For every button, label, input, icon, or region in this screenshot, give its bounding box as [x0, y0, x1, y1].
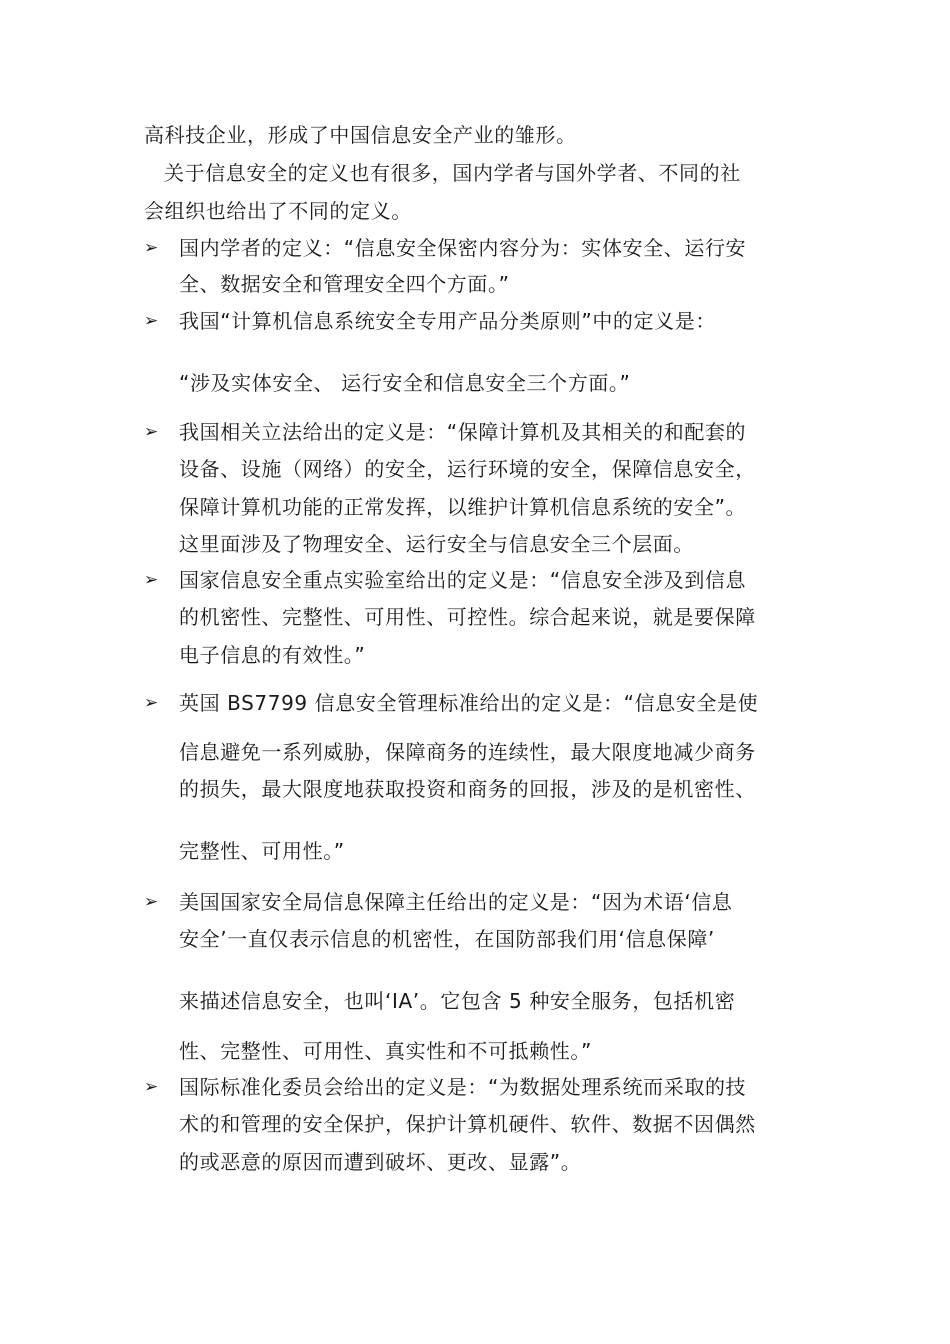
bullet-3-line-3: 保障计算机功能的正常发挥，以维护计算机信息系统的安全”。: [179, 495, 747, 519]
paragraph-line-2: 会组织也给出了不同的定义。: [144, 199, 412, 223]
bullet-6-line-2: 安全’一直仅表示信息的机密性，在国防部我们用‘信息保障’: [179, 927, 715, 951]
bullet-4-line-3: 电子信息的有效性。”: [179, 643, 366, 667]
bullet-arrow-icon: ➢: [144, 311, 159, 331]
bullet-arrow-icon: ➢: [144, 892, 159, 912]
bullet-4-line-2: 的机密性、完整性、可用性、可控性。综合起来说，就是要保障: [179, 605, 756, 629]
intro-line: 高科技企业，形成了中国信息安全产业的雏形。: [144, 123, 577, 147]
bullet-7-line-2: 术的和管理的安全保护，保护计算机硬件、软件、数据不因偶然: [179, 1112, 756, 1136]
bullet-arrow-icon: ➢: [144, 693, 159, 713]
bullet-3-line-1: 我国相关立法给出的定义是：“保障计算机及其相关的和配套的: [179, 420, 747, 444]
bullet-7-line-1: 国际标准化委员会给出的定义是：“为数据处理系统而采取的技: [179, 1075, 747, 1099]
bullet-3-line-2: 设备、设施（网络）的安全，运行环境的安全，保障信息安全，: [179, 457, 756, 481]
bullet-6-line-3: 来描述信息安全，也叫‘IA’。它包含 5 种安全服务，包括机密: [179, 989, 736, 1013]
bullet-1-line-1: 国内学者的定义：“信息安全保密内容分为：实体安全、运行安: [179, 236, 747, 260]
bullet-6-line-1: 美国国家安全局信息保障主任给出的定义是：“因为术语‘信息: [179, 890, 733, 914]
bullet-2-line-2: “涉及实体安全、 运行安全和信息安全三个方面。”: [179, 371, 631, 395]
bullet-arrow-icon: ➢: [144, 238, 159, 258]
bullet-5-line-2: 信息避免一系列威胁，保障商务的连续性，最大限度地减少商务: [179, 740, 756, 764]
bullet-5-line-1: 英国 BS7799 信息安全管理标准给出的定义是：“信息安全是使: [179, 691, 759, 715]
bullet-6-line-4: 性、完整性、可用性、真实性和不可抵赖性。”: [179, 1039, 592, 1063]
bullet-5-line-3: 的损失，最大限度地获取投资和商务的回报，涉及的是机密性、: [179, 777, 756, 801]
bullet-5-line-4: 完整性、可用性。”: [179, 839, 345, 863]
bullet-4-line-1: 国家信息安全重点实验室给出的定义是：“信息安全涉及到信息: [179, 568, 747, 592]
bullet-2-line-1: 我国“计算机信息系统安全专用产品分类原则”中的定义是：: [179, 309, 716, 333]
paragraph-line-1: 关于信息安全的定义也有很多，国内学者与国外学者、不同的社: [164, 161, 741, 185]
bullet-7-line-3: 的或恶意的原因而遭到破坏、更改、显露”。: [179, 1150, 582, 1174]
bullet-arrow-icon: ➢: [144, 422, 159, 442]
bullet-arrow-icon: ➢: [144, 570, 159, 590]
bullet-1-line-2: 全、数据安全和管理安全四个方面。”: [179, 272, 510, 296]
bullet-3-line-4: 这里面涉及了物理安全、运行安全与信息安全三个层面。: [179, 532, 694, 556]
bullet-arrow-icon: ➢: [144, 1077, 159, 1097]
